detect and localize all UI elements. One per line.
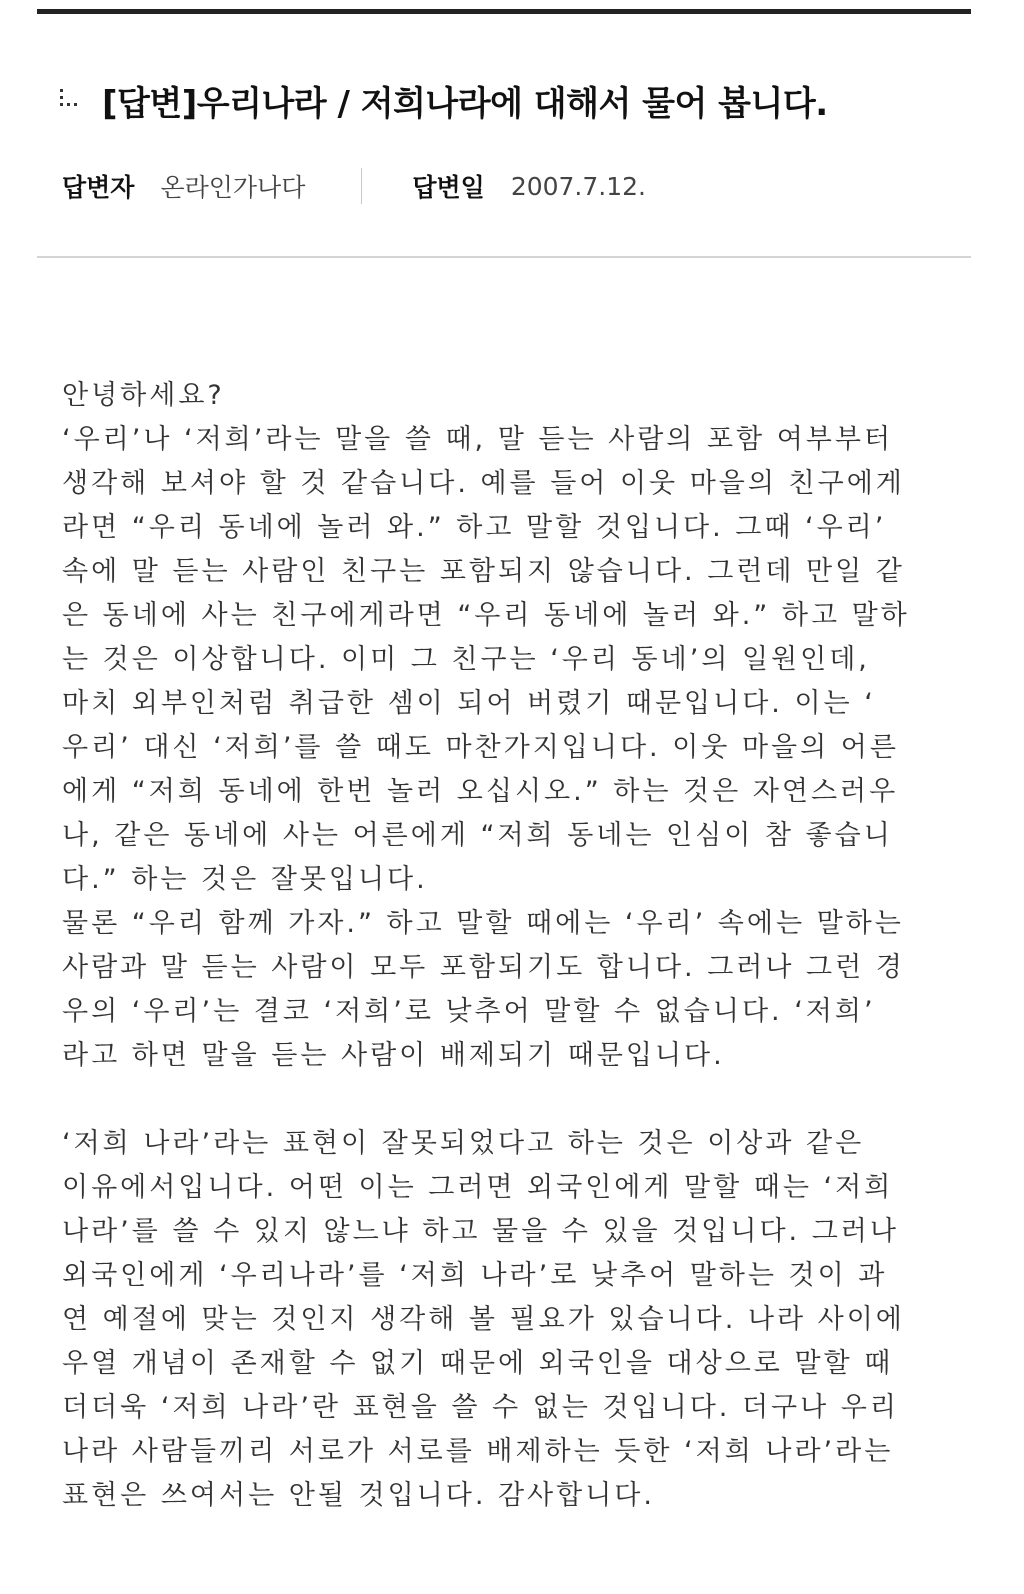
answerer-value: 온라인가나다 bbox=[160, 173, 306, 202]
body-line: 라고 하면 말을 듣는 사람이 배제되기 때문입니다. bbox=[62, 1040, 725, 1071]
answer-meta bbox=[62, 166, 646, 206]
body-line: 연 예절에 맞는 것인지 생각해 볼 필요가 있습니다. 나라 사이에 bbox=[62, 1304, 905, 1335]
paragraph-2 bbox=[62, 1122, 962, 1518]
paragraph-1 bbox=[62, 374, 962, 1078]
date-label: 답변일 bbox=[412, 173, 485, 202]
answer-body bbox=[62, 374, 962, 1518]
body-line: 는 것은 이상합니다. 이미 그 친구는 ‘우리 동네’의 일원인데, bbox=[62, 644, 870, 675]
top-divider bbox=[37, 9, 971, 14]
body-line: 나, 같은 동네에 사는 어른에게 “저희 동네는 인심이 참 좋습니 bbox=[62, 820, 893, 851]
date-value: 2007.7.12. bbox=[510, 171, 646, 201]
body-line: 우의 ‘우리’는 결코 ‘저희’로 낮추어 말할 수 없습니다. ‘저희’ bbox=[62, 996, 876, 1027]
body-line: 우열 개념이 존재할 수 없기 때문에 외국인을 대상으로 말할 때 bbox=[62, 1348, 894, 1379]
body-line: 마치 외부인처럼 취급한 셈이 되어 버렸기 때문입니다. 이는 ‘ bbox=[62, 688, 876, 719]
body-line: 나라 사람들끼리 서로가 서로를 배제하는 듯한 ‘저희 나라’라는 bbox=[62, 1436, 894, 1467]
body-line: ‘우리’나 ‘저희’라는 말을 쓸 때, 말 듣는 사람의 포함 여부부터 bbox=[62, 424, 894, 455]
title-row bbox=[60, 70, 980, 130]
body-line: 에게 “저희 동네에 한번 놀러 오십시오.” 하는 것은 자연스러우 bbox=[62, 776, 899, 807]
header-divider bbox=[37, 256, 971, 258]
body-line: 이유에서입니다. 어떤 이는 그러면 외국인에게 말할 때는 ‘저희 bbox=[62, 1172, 894, 1203]
body-line: 다.” 하는 것은 잘못입니다. bbox=[62, 864, 428, 895]
paragraph-gap bbox=[62, 1078, 962, 1122]
body-line: 나라’를 쓸 수 있지 않느냐 하고 물을 수 있을 것입니다. 그러나 bbox=[62, 1216, 899, 1247]
body-line: 물론 “우리 함께 가자.” 하고 말할 때에는 ‘우리’ 속에는 말하는 bbox=[62, 908, 904, 939]
body-line: 은 동네에 사는 친구에게라면 “우리 동네에 놀러 와.” 하고 말하 bbox=[62, 600, 910, 631]
body-line: ‘저희 나라’라는 표현이 잘못되었다고 하는 것은 이상과 같은 bbox=[62, 1128, 865, 1159]
page-title: [답변]우리나라 / 저희나라에 대해서 물어 봅니다. bbox=[102, 83, 828, 124]
answerer-label: 답변자 bbox=[62, 173, 135, 202]
body-line: 표현은 쓰여서는 안될 것입니다. 감사합니다. bbox=[62, 1480, 655, 1511]
body-line: 생각해 보셔야 할 것 같습니다. 예를 들어 이웃 마을의 친구에게 bbox=[62, 468, 905, 499]
body-line: 외국인에게 ‘우리나라’를 ‘저희 나라’로 낮추어 말하는 것이 과 bbox=[62, 1260, 888, 1291]
body-line: 우리’ 대신 ‘저희’를 쓸 때도 마찬가지입니다. 이웃 마을의 어른 bbox=[62, 732, 899, 763]
meta-separator bbox=[361, 168, 362, 204]
body-line: 안녕하세요? bbox=[62, 380, 225, 411]
body-line: 라면 “우리 동네에 놀러 와.” 하고 말할 것입니다. 그때 ‘우리’ bbox=[62, 512, 887, 543]
body-line: 속에 말 듣는 사람인 친구는 포함되지 않습니다. 그런데 만일 같 bbox=[62, 556, 905, 587]
body-line: 더더욱 ‘저희 나라’란 표현을 쓸 수 없는 것입니다. 더구나 우리 bbox=[62, 1392, 899, 1423]
dotted-list-icon bbox=[60, 85, 84, 115]
body-line: 사람과 말 듣는 사람이 모두 포함되기도 합니다. 그러나 그런 경 bbox=[62, 952, 905, 983]
